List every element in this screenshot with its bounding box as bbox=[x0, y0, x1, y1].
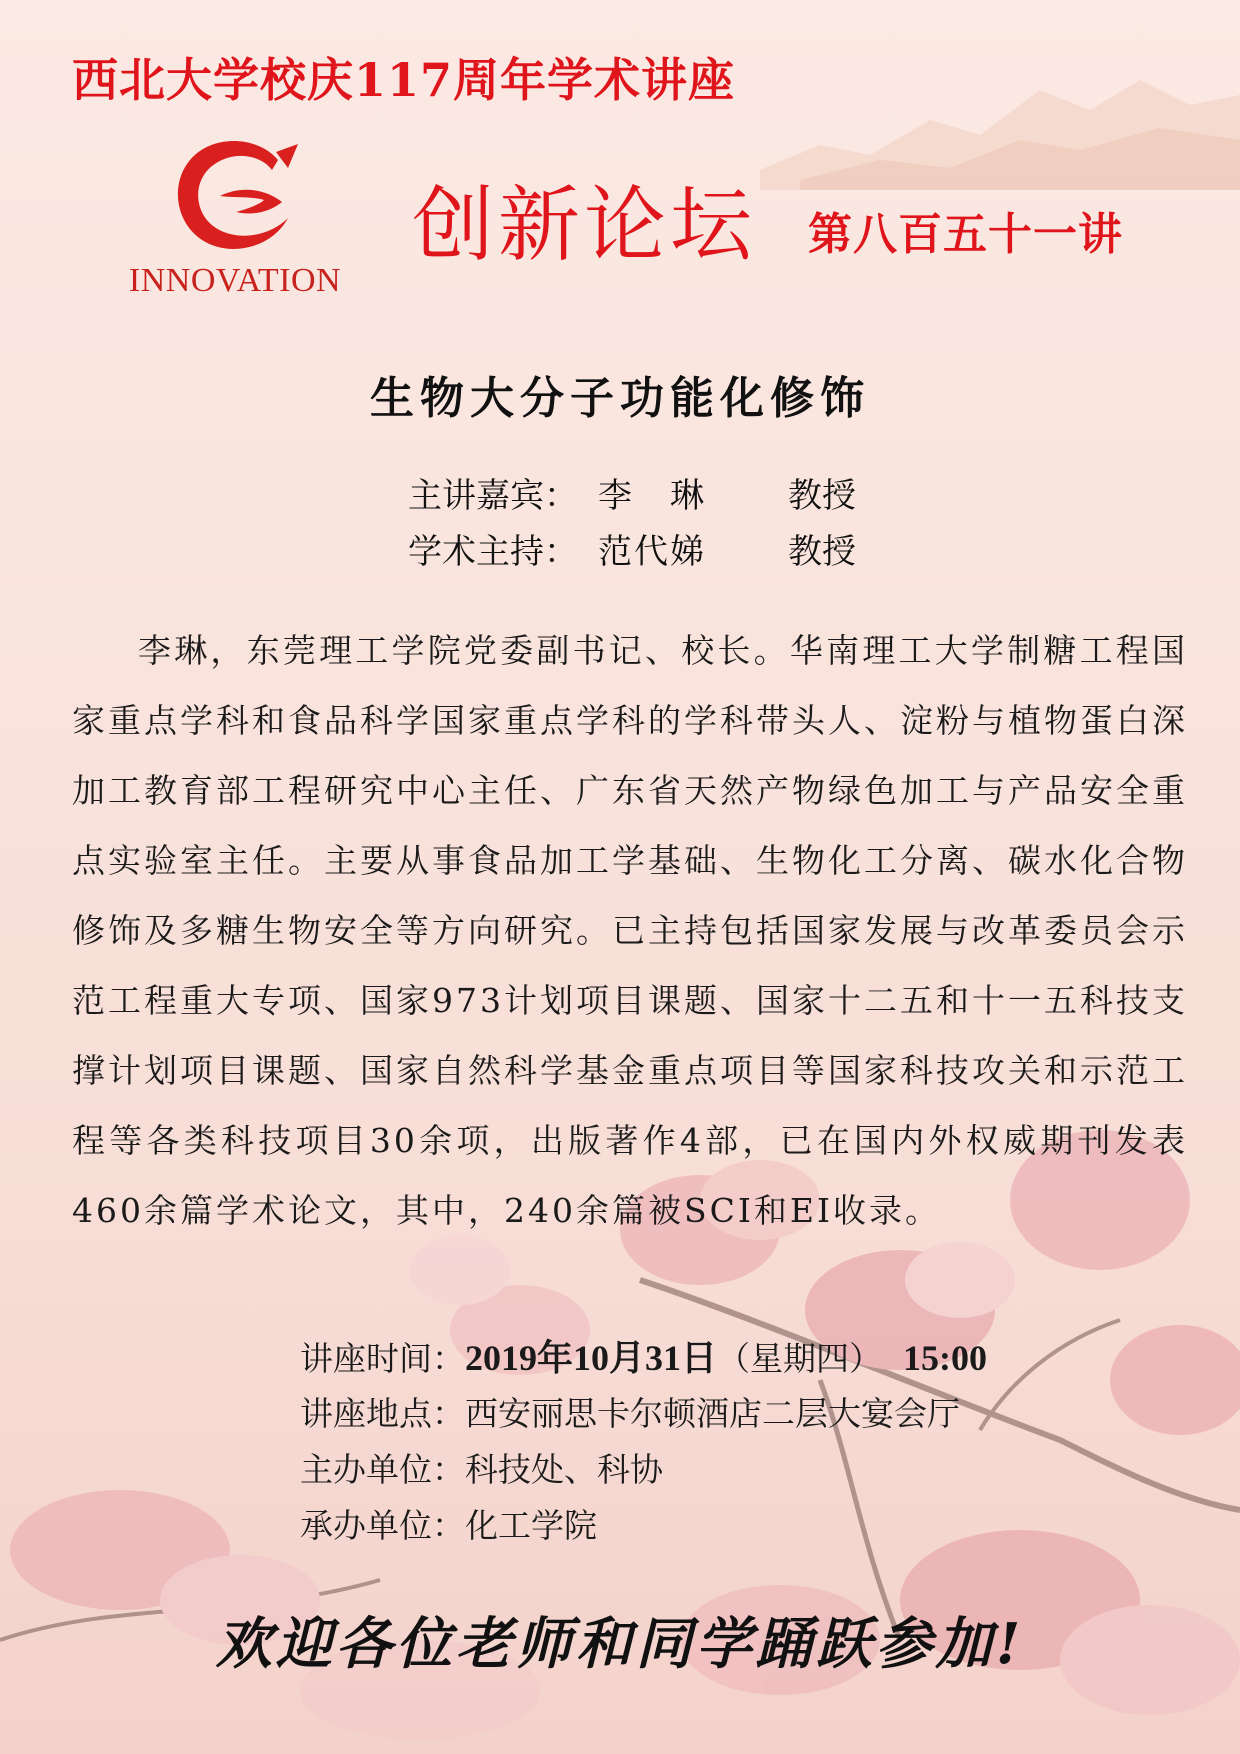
host-row bbox=[408, 524, 856, 580]
speaker-biography: 李琳，东莞理工学院党委副书记、校长。华南理工大学制糖工程国家重点学科和食品科学国家重点学科的学科带头人、淀粉与植物蛋白深加工教育部工程研究中心主任、广东省天然产物绿色加工与产品安全重点实验室主任。主要从事食品加工学基础、生物化工分离、碳水化合物修饰及多糖生物安全等方向研究。已主持包括国家发展与改革委员会示范工程重大专项、国家973计划项目课题、国家十二五和十一五科技支撑计划项目课题、国家自然科学基金重点项目等国家科技攻关和示范工程等各类科技项目30余项，出版著作4部，已在国内外权威期刊发表460余篇学术论文，其中，240余篇被SCI和EI收录。 bbox=[72, 631, 1188, 1230]
host-unit-label: 主办单位： bbox=[300, 1450, 465, 1489]
time-clock: 15:00 bbox=[903, 1338, 987, 1378]
speaker-rank: 教授 bbox=[788, 476, 856, 516]
host-rank: 教授 bbox=[788, 532, 856, 572]
place-value: 西安丽思卡尔顿酒店二层大宴会厅 bbox=[465, 1394, 960, 1433]
host-name: 范代娣 bbox=[598, 532, 706, 572]
host-label: 学术主持： bbox=[408, 532, 578, 572]
forum-session-number: 第八百五十一讲 bbox=[808, 209, 1123, 260]
time-date: 2019年10月31日 bbox=[465, 1338, 718, 1378]
time-weekday: （星期四） bbox=[717, 1339, 883, 1378]
place-label: 讲座地点： bbox=[300, 1394, 465, 1433]
host-unit-row bbox=[300, 1442, 987, 1498]
forum-title: 创新论坛 bbox=[412, 178, 757, 273]
event-series-title: 西北大学校庆117周年学术讲座 bbox=[72, 53, 736, 107]
logo-text: INNOVATION bbox=[128, 262, 342, 299]
lecture-title: 生物大分子功能化修饰 bbox=[370, 373, 870, 424]
lecture-time-row bbox=[300, 1330, 987, 1386]
time-label: 讲座时间： bbox=[300, 1339, 465, 1378]
host-unit-value: 科技处、科协 bbox=[465, 1450, 663, 1489]
speaker-row bbox=[408, 468, 856, 524]
mountain-background bbox=[760, 50, 1240, 190]
organizer-row bbox=[300, 1498, 987, 1554]
innovation-logo bbox=[120, 132, 350, 307]
lecture-info bbox=[300, 1330, 987, 1554]
speaker-name: 李 琳 bbox=[598, 476, 706, 516]
lecture-place-row bbox=[300, 1386, 987, 1442]
speaker-label: 主讲嘉宾： bbox=[408, 476, 578, 516]
organizer-value: 化工学院 bbox=[465, 1506, 597, 1545]
innovation-logo-icon bbox=[160, 132, 310, 257]
welcome-message: 欢迎各位老师和同学踊跃参加! bbox=[215, 1611, 1025, 1677]
speaker-list bbox=[408, 468, 856, 580]
organizer-label: 承办单位： bbox=[300, 1506, 465, 1545]
